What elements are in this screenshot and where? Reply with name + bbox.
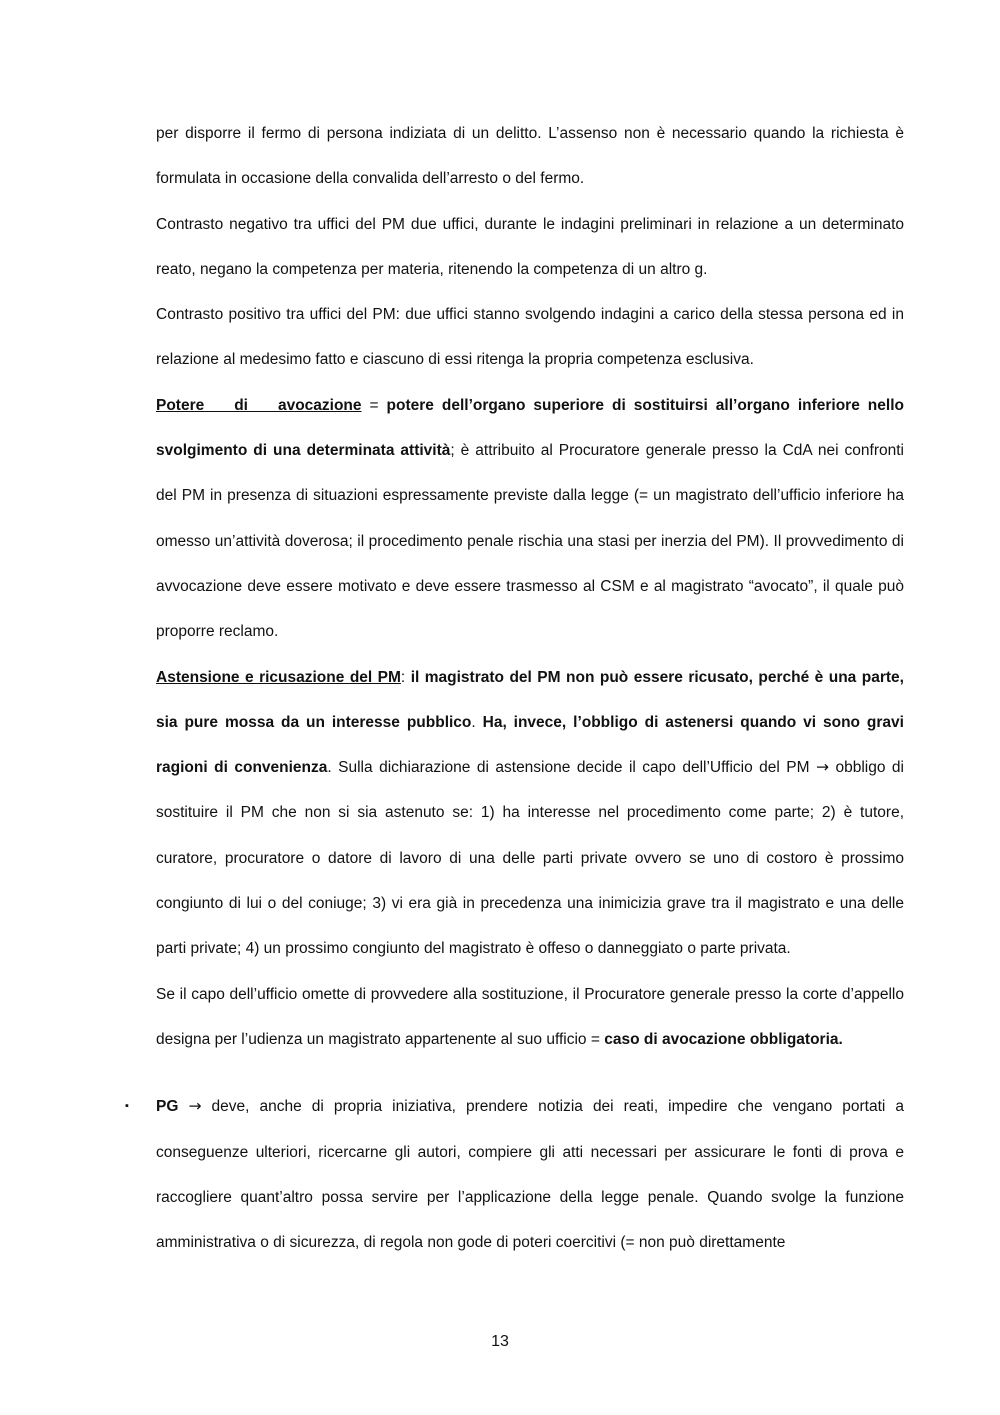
caso-avocazione-obbligatoria: caso di avocazione obbligatoria.	[604, 1030, 843, 1048]
astensione-bold-2: Ha, invece, l’obbligo di astenersi quando vi sono gravi ragioni di convenienza	[156, 713, 904, 777]
paragraph-sostituzione	[156, 972, 904, 1063]
paragraph-sostituzione-text: Se il capo dell’ufficio omette di provvedere alla sostituzione, il Procuratore generale presso la corte d’appello designa per l’udienza un magistrato appartenente al suo ufficio =	[156, 985, 904, 1048]
paragraph-fermo-text: per disporre il fermo di persona indiziata di un delitto. L’assenso non è necessario quando la richiesta è formulata in occasione della convalida dell’arresto o del fermo.	[156, 125, 904, 188]
colon-sep: :	[400, 668, 411, 686]
body-text	[125, 111, 904, 1265]
paragraph-potere-avocazione	[156, 383, 904, 655]
bullet-item-pg-body: deve, anche di propria iniziativa, prendere notizia dei reati, impedire che vengano portati a conseguenze ulteriori, ricercarne gli autori, compiere gli atti necessari per assicurare le fonti di prova e raccogliere quant’altro possa servire per l’applicazione della legge penale. Quando svolge la funzione amministrativa o di sicurezza, di regola non gode di poteri coercitivi (= non può direttamente	[156, 1098, 904, 1252]
bullet-item-pg-text	[156, 1084, 904, 1265]
definition-avocazione: potere dell’organo superiore di sostituirsi all’organo inferiore nello svolgimento di una determinata attività	[156, 396, 904, 460]
astensione-bold-1: il magistrato del PM non può essere ricusato, perché è una parte, sia pure mossa da un interesse pubblico	[156, 668, 904, 731]
paragraph-potere-avocazione-rest: ; è attribuito al Procuratore generale presso la CdA nei confronti del PM in presenza di situazioni espressamente previste dalla legge (= un magistrato dell’ufficio inferiore ha omesso un’attività doverosa; il procedimento penale rischia una stasi per inerzia del PM). Il provvedimento di avvocazione deve essere motivato e deve essere trasmesso al CSM e al magistrato “avocato”, il quale può proporre reclamo.	[156, 442, 904, 641]
bullet-item-pg	[125, 1084, 904, 1265]
square-bullet-icon: ▪	[125, 1100, 129, 1113]
astensione-rest-1: . Sulla dichiarazione di astensione decide il capo dell’Ufficio del PM	[327, 759, 817, 777]
equals-sign: =	[361, 396, 387, 414]
term-potere-avocazione: Potere di avocazione	[156, 396, 362, 414]
astensione-rest-2: obbligo di sostituire il PM che non si sia astenuto se: 1) ha interesse nel procedimento come parte; 2) è tutore, curatore, procuratore o datore di lavoro di una delle parti private ovvero se uno di costoro è prossimo congiunto di lui o del coniuge; 3) vi era già in precedenza una inimicizia grave tra il magistrato e una delle parti private; 4) un prossimo congiunto del magistrato è offeso o danneggiato o parte privata.	[156, 759, 904, 958]
paragraph-contrasto-positivo	[156, 292, 904, 383]
paragraph-contrasto-negativo	[156, 202, 904, 293]
paragraph-contrasto-positivo-text: Contrasto positivo tra uffici del PM: due uffici stanno svolgendo indagini a carico della stessa persona ed in relazione al medesimo fatto e ciascuno di essi ritenga la propria competenza esclusiva.	[156, 306, 904, 369]
page-number: 13	[491, 1333, 509, 1350]
arrow-right-icon: →	[188, 1097, 202, 1116]
term-astensione-ricusazione: Astensione e ricusazione del PM	[156, 668, 401, 686]
term-pg: PG	[156, 1098, 179, 1116]
dot-sep: .	[471, 713, 483, 731]
paragraph-contrasto-negativo-text: Contrasto negativo tra uffici del PM due uffici, durante le indagini preliminari in relazione a un determinato reato, negano la competenza per materia, ritenendo la competenza di un altro g.	[156, 215, 904, 278]
arrow-right-icon: →	[816, 758, 830, 777]
paragraph-gap	[156, 1062, 904, 1084]
paragraph-astensione	[156, 655, 904, 972]
paragraph-fermo	[156, 111, 904, 202]
